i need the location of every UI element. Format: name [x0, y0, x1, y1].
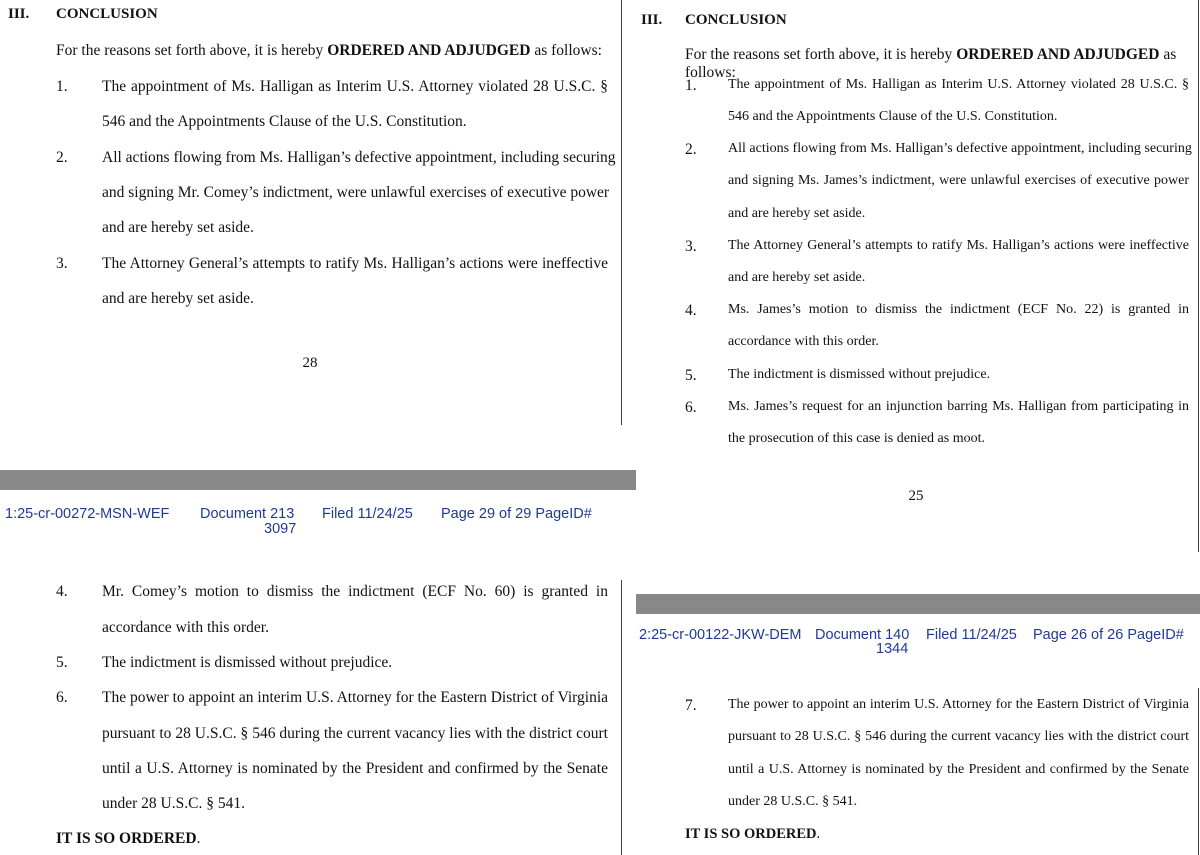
left-header-pageid: 3097: [264, 521, 297, 537]
right-item-6-number: 6.: [685, 399, 697, 416]
left-item-1-line-2: 546 and the Appointments Clause of the U.S. Constitution.: [102, 113, 467, 130]
right-item-2-line-3: and are hereby set aside.: [728, 206, 866, 221]
right-item-1-number: 1.: [685, 77, 697, 94]
left-item-1-line-1: The appointment of Ms. Halligan as Interim U.S. Attorney violated 28 U.S.C. §: [102, 78, 608, 95]
right-header-document: Document 140: [815, 627, 910, 643]
right-header-pageid: 1344: [876, 641, 909, 657]
left-section-number: III.: [8, 6, 30, 22]
right-item-4-line-1: Ms. James’s motion to dismiss the indictment (ECF No. 22) is granted in: [728, 302, 1189, 317]
left-item-5-line-1: The indictment is dismissed without prejudice.: [102, 654, 393, 671]
left-item-2-line-3: and are hereby set aside.: [102, 219, 254, 236]
left-header-page: Page 29 of 29 PageID#: [441, 506, 592, 522]
left-item-3-line-2: and are hereby set aside.: [102, 290, 254, 307]
right-item-7-line-2: pursuant to 28 U.S.C. § 546 during the current vacancy lies with the district court: [728, 729, 1189, 744]
right-page-break-bar: [636, 594, 1200, 614]
left-item-4-line-2: accordance with this order.: [102, 619, 269, 636]
right-item-3-number: 3.: [685, 238, 697, 255]
right-item-7-line-3: until a U.S. Attorney is nominated by the President and confirmed by the Senate: [728, 762, 1189, 777]
right-item-7-line-1: The power to appoint an interim U.S. Attorney for the Eastern District of Virginia: [728, 697, 1189, 712]
left-item-2-line-2: and signing Mr. Comey’s indictment, were unlawful exercises of executive power: [102, 184, 610, 201]
right-item-3-line-2: and are hereby set aside.: [728, 270, 866, 285]
right-item-2-number: 2.: [685, 141, 697, 158]
right-item-1-line-2: 546 and the Appointments Clause of the U.S. Constitution.: [728, 109, 1058, 124]
left-page-break-bar: [0, 470, 636, 490]
right-item-5-line-1: The indictment is dismissed without prejudice.: [728, 367, 991, 382]
left-item-6-line-2: pursuant to 28 U.S.C. § 546 during the current vacancy lies with the district court: [102, 725, 608, 742]
right-page-number: 25: [908, 488, 924, 504]
left-item-1-number: 1.: [56, 78, 68, 95]
left-item-6-line-3: until a U.S. Attorney is nominated by the President and confirmed by the Senate: [102, 760, 608, 777]
right-item-5-number: 5.: [685, 367, 697, 384]
right-item-3-line-1: The Attorney General’s attempts to ratify Ms. Halligan’s actions were ineffective: [728, 238, 1189, 253]
right-item-1-line-1: The appointment of Ms. Halligan as Interim U.S. Attorney violated 28 U.S.C. §: [728, 77, 1189, 92]
right-item-2-line-1: All actions flowing from Ms. Halligan’s defective appointment, including securing: [728, 141, 1192, 156]
right-item-2-line-2: and signing Ms. James’s indictment, were unlawful exercises of executive power: [728, 173, 1189, 188]
right-intro: For the reasons set forth above, it is hereby ORDERED AND ADJUDGED as follows:: [685, 46, 1177, 81]
left-item-2-number: 2.: [56, 149, 68, 166]
left-page-number: 28: [302, 355, 318, 371]
left-intro: For the reasons set forth above, it is hereby ORDERED AND ADJUDGED as follows:: [56, 42, 602, 59]
left-header-case-number: 1:25-cr-00272-MSN-WEF: [5, 506, 170, 522]
right-section-number: III.: [641, 12, 663, 28]
left-item-4-line-1: Mr. Comey’s motion to dismiss the indictment (ECF No. 60) is granted in: [102, 583, 608, 600]
left-item-6-number: 6.: [56, 689, 68, 706]
right-so-ordered: IT IS SO ORDERED.: [685, 826, 821, 842]
right-page-right-edge: [1198, 0, 1199, 552]
left-item-4-number: 4.: [56, 583, 68, 600]
left-item-5-number: 5.: [56, 654, 68, 671]
right-item-4-line-2: accordance with this order.: [728, 334, 879, 349]
right-lower-page-edge: [1198, 688, 1199, 855]
right-page-left-edge: [621, 0, 622, 425]
left-section-title: CONCLUSION: [56, 6, 158, 22]
left-item-3-line-1: The Attorney General’s attempts to ratify Ms. Halligan’s actions were ineffective: [102, 255, 608, 272]
right-ecf-header: [636, 627, 1200, 659]
left-header-document: Document 213: [200, 506, 295, 522]
right-item-6-line-2: the prosecution of this case is denied as moot.: [728, 431, 985, 446]
left-header-filed: Filed 11/24/25: [322, 506, 413, 522]
right-item-4-number: 4.: [685, 302, 697, 319]
right-section-title: CONCLUSION: [685, 12, 787, 28]
right-item-7-number: 7.: [685, 697, 697, 714]
right-item-7-line-4: under 28 U.S.C. § 541.: [728, 794, 858, 809]
left-ecf-header: [0, 506, 636, 540]
right-header-page: Page 26 of 26 PageID#: [1033, 627, 1184, 643]
left-item-6-line-1: The power to appoint an interim U.S. Attorney for the Eastern District of Virginia: [102, 689, 609, 706]
right-header-case-number: 2:25-cr-00122-JKW-DEM: [639, 627, 802, 643]
left-item-3-number: 3.: [56, 255, 68, 272]
left-page-edge: [621, 580, 622, 855]
right-item-6-line-1: Ms. James’s request for an injunction barring Ms. Halligan from participating in: [728, 399, 1189, 414]
left-item-2-line-1: All actions flowing from Ms. Halligan’s defective appointment, including securing: [102, 149, 616, 166]
left-item-6-line-4: under 28 U.S.C. § 541.: [102, 795, 245, 812]
right-header-filed: Filed 11/24/25: [926, 627, 1017, 643]
left-so-ordered: IT IS SO ORDERED.: [56, 830, 201, 847]
